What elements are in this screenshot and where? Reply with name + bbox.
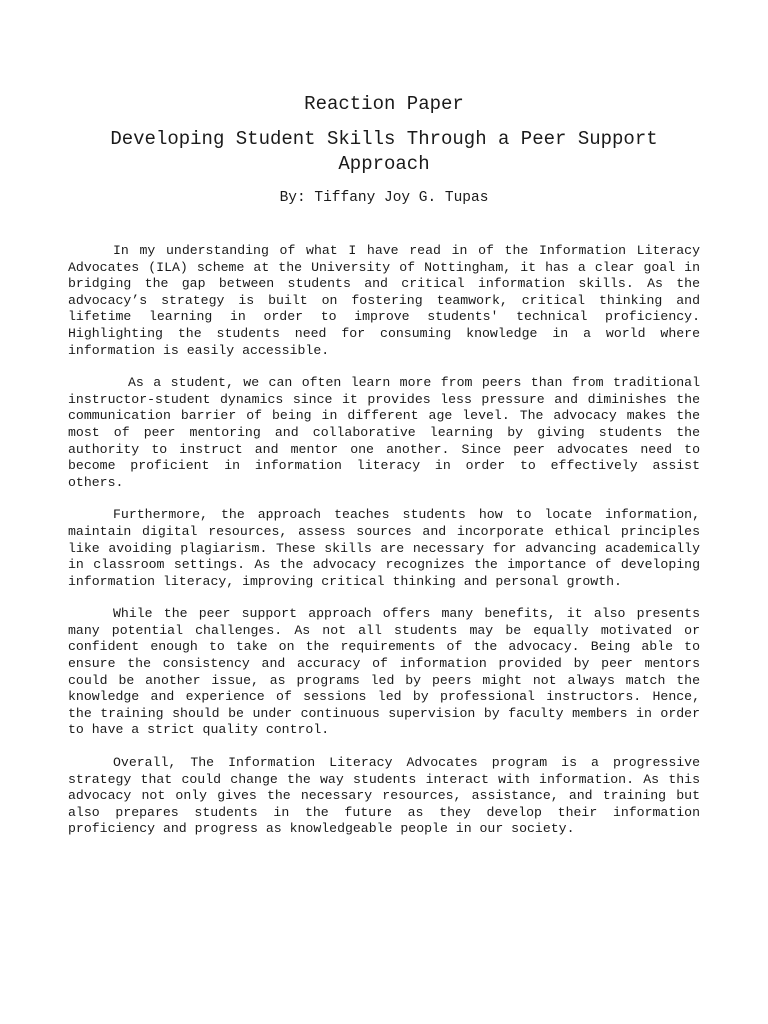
document-body [68, 243, 700, 854]
author-line: By: Tiffany Joy G. Tupas [279, 190, 489, 206]
document-subtitle: Developing Student Skills Through a Peer Support Approach [110, 128, 658, 175]
paragraph-conclusion: Overall, The Information Literacy Advocates program is a progressive strategy that could change the way students interact with information. As this advocacy not only gives the necessary resources, assistance, and training but also prepares students in the future as they develop their information proficiency and progress as knowledgeable people in our society. [68, 755, 700, 837]
paragraph-peer-learning: As a student, we can often learn more from peers than from traditional instructor-student dynamics since it provides less pressure and diminishes the communication barrier of being in different age level. The advocacy makes the most of peer mentoring and collaborative learning by giving students the authority to instruct and mentor one another. Since peer advocates need to become proficient in information literacy in order to effectively assist others. [68, 375, 700, 490]
paragraph-challenges: While the peer support approach offers many benefits, it also presents many potential challenges. As not all students may be equally motivated or confident enough to take on the requirements of the advocacy. Being able to ensure the consistency and accuracy of information provided by peer mentors could be another issue, as programs led by peers might not always match the knowledge and experience of sessions led by professional instructors. Hence, the training should be under continuous supervision by faculty members in order to have a strict quality control. [68, 606, 700, 738]
document-title: Reaction Paper [304, 93, 464, 115]
paragraph-introduction: In my understanding of what I have read in of the Information Literacy Advocates (ILA) scheme at the University of Nottingham, it has a clear goal in bridging the gap between students and critical information skills. As the advocacy’s strategy is built on fostering teamwork, critical thinking and lifetime learning in order to improve students' technical proficiency. Highlighting the students need for consuming knowledge in a world where information is easily accessible. [68, 243, 700, 358]
paragraph-skills: Furthermore, the approach teaches students how to locate information, maintain digital resources, assess sources and incorporate ethical principles like avoiding plagiarism. These skills are necessary for advancing academically in classroom settings. As the advocacy recognizes the importance of developing information literacy, improving critical thinking and personal growth. [68, 507, 700, 589]
